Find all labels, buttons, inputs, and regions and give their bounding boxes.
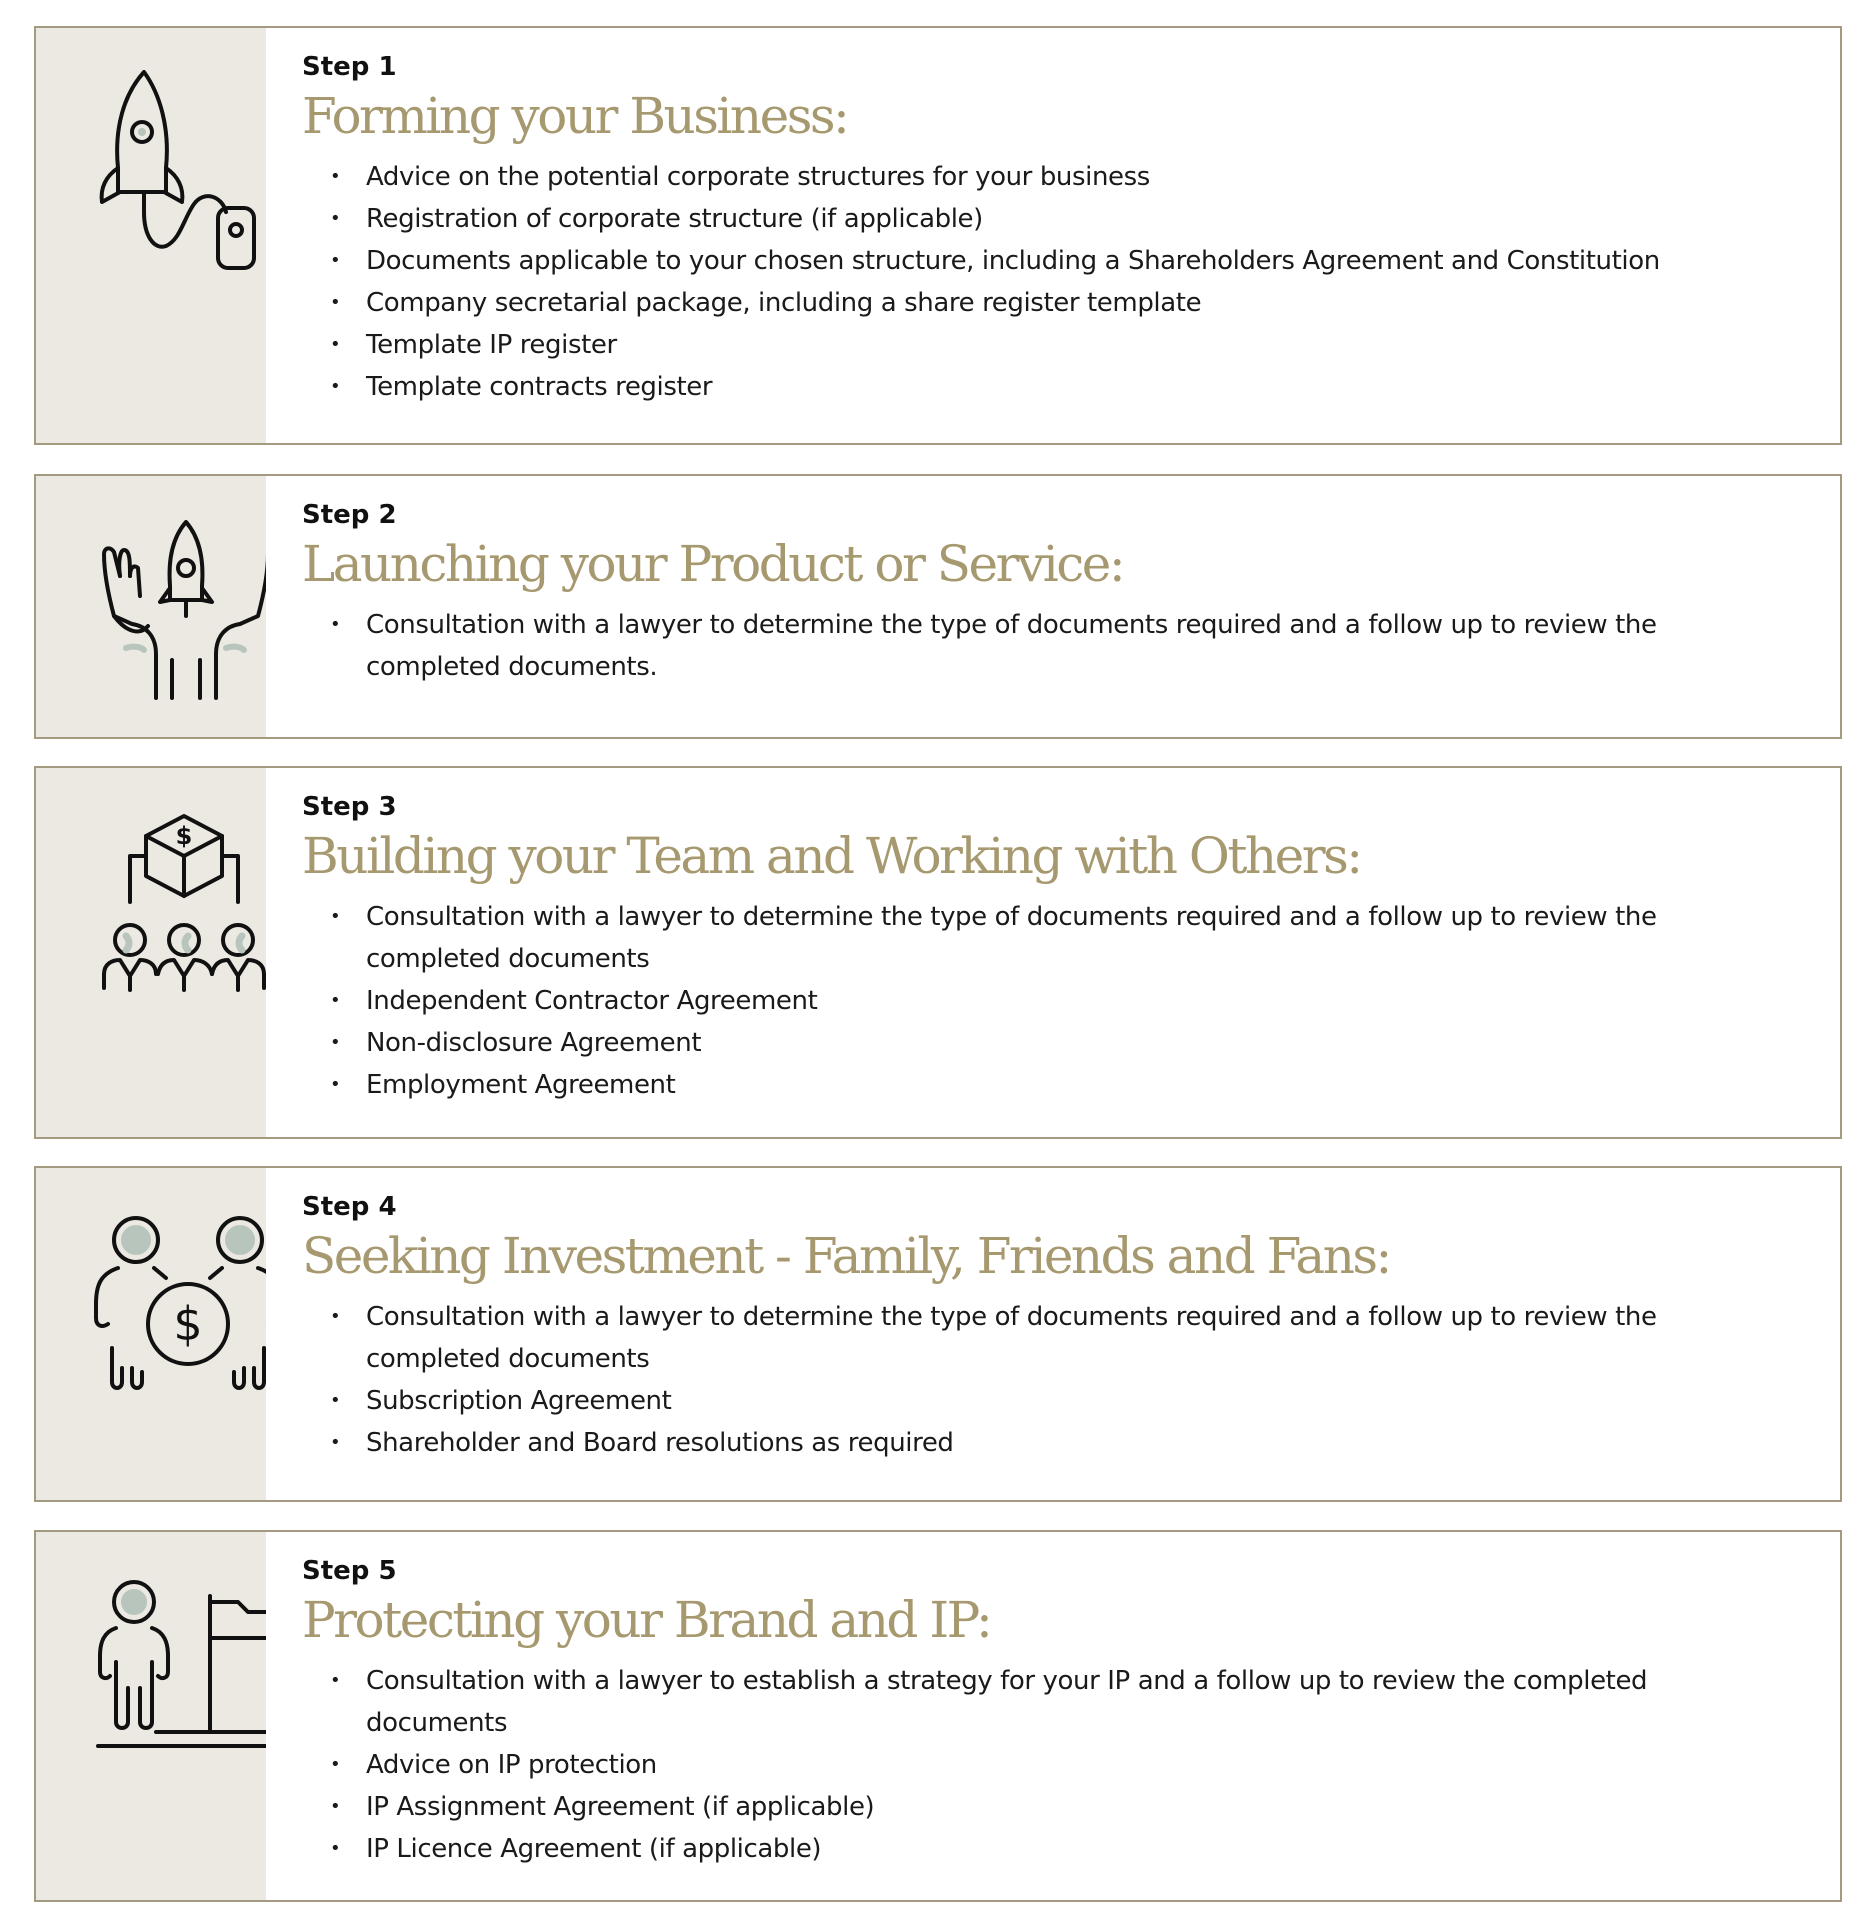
list-item: • Registration of corporate structure (if applicable) xyxy=(330,204,983,234)
list-item: • Template contracts register xyxy=(330,372,713,402)
step-5-list xyxy=(302,1660,1840,1870)
step-label: Step 1 xyxy=(302,52,397,82)
list-item: • Consultation with a lawyer to determine the type of documents required and a follow up to review the completed documents xyxy=(330,1302,1657,1374)
step-3-list xyxy=(302,896,1840,1106)
person-flag-icon xyxy=(36,1532,266,1900)
step-label: Step 3 xyxy=(302,792,397,822)
list-item: • Consultation with a lawyer to determine the type of documents required and a follow up to review the completed documents xyxy=(330,902,1657,974)
team-box-icon xyxy=(36,768,266,1137)
list-item: • Advice on IP protection xyxy=(330,1750,657,1780)
step-3-icon-panel xyxy=(36,768,266,1137)
step-4-content xyxy=(266,1168,1840,1500)
step-label: Step 2 xyxy=(302,500,397,530)
list-item: • Consultation with a lawyer to determine the type of documents required and a follow up to review the completed documents. xyxy=(330,610,1657,682)
list-item: • Company secretarial package, including a share register template xyxy=(330,288,1202,318)
list-item: • Advice on the potential corporate structures for your business xyxy=(330,162,1150,192)
list-item: • Non-disclosure Agreement xyxy=(330,1028,702,1058)
step-label: Step 4 xyxy=(302,1192,397,1222)
step-card-2 xyxy=(34,474,1842,739)
step-2-icon-panel xyxy=(36,476,266,737)
step-1-content xyxy=(266,28,1840,443)
step-5-content xyxy=(266,1532,1840,1900)
investors-coin-icon xyxy=(36,1168,266,1500)
step-4-list xyxy=(302,1296,1840,1464)
step-title: Protecting your Brand and IP: xyxy=(302,1591,991,1649)
step-card-3 xyxy=(34,766,1842,1139)
step-2-list xyxy=(302,604,1840,688)
list-item: • Documents applicable to your chosen structure, including a Shareholders Agreement and Constitution xyxy=(330,246,1660,276)
list-item: • Template IP register xyxy=(330,330,617,360)
step-title: Seeking Investment - Family, Friends and Fans: xyxy=(302,1227,1390,1285)
list-item: • IP Assignment Agreement (if applicable) xyxy=(330,1792,875,1822)
step-3-content xyxy=(266,768,1840,1137)
step-title: Forming your Business: xyxy=(302,87,848,145)
step-title: Building your Team and Working with Others: xyxy=(302,827,1361,885)
step-2-content xyxy=(266,476,1840,737)
list-item: • Consultation with a lawyer to establish a strategy for your IP and a follow up to review the completed documents xyxy=(330,1666,1648,1738)
step-label: Step 5 xyxy=(302,1556,397,1586)
step-1-list xyxy=(302,156,1840,408)
list-item: • Employment Agreement xyxy=(330,1070,676,1100)
svg-text:$: $ xyxy=(175,822,193,850)
hands-rocket-icon xyxy=(36,476,266,737)
list-item: • Independent Contractor Agreement xyxy=(330,986,818,1016)
step-4-icon-panel xyxy=(36,1168,266,1500)
rocket-mouse-icon xyxy=(36,28,266,443)
step-5-icon-panel xyxy=(36,1532,266,1900)
list-item: • Subscription Agreement xyxy=(330,1386,672,1416)
step-title: Launching your Product or Service: xyxy=(302,535,1124,593)
list-item: • Shareholder and Board resolutions as required xyxy=(330,1428,954,1458)
svg-text:$: $ xyxy=(173,1297,203,1351)
list-item: • IP Licence Agreement (if applicable) xyxy=(330,1834,822,1864)
step-card-1 xyxy=(34,26,1842,445)
step-card-4 xyxy=(34,1166,1842,1502)
step-1-icon-panel xyxy=(36,28,266,443)
step-card-5 xyxy=(34,1530,1842,1902)
